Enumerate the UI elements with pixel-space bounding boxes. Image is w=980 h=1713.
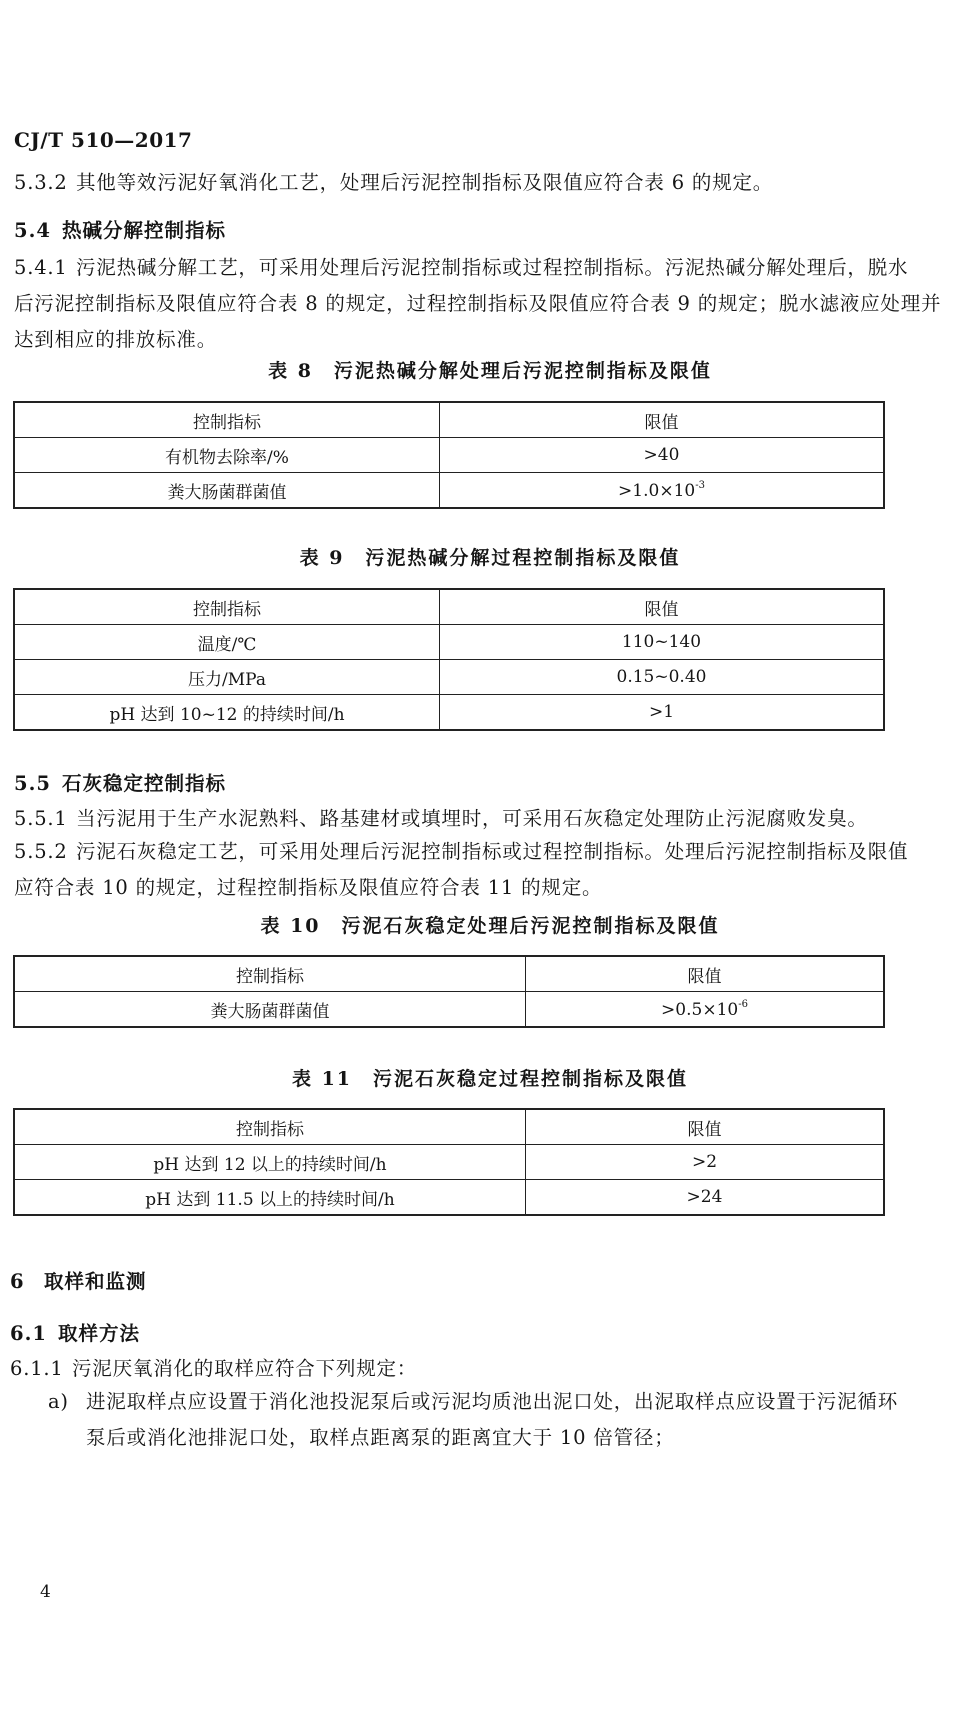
chapter-number: 6: [10, 1270, 25, 1293]
limit-cell: >40: [440, 438, 885, 473]
clause-text-line: 应符合表 10 的规定，过程控制指标及限值应符合表 11 的规定。: [14, 876, 603, 899]
section-number: 5.4: [14, 219, 51, 242]
table-11-caption: 表 11 污泥石灰稳定过程控制指标及限值: [291, 1068, 689, 1090]
limit-base: >0.5×10: [661, 999, 739, 1020]
clause-number: 6.1.1: [10, 1357, 64, 1380]
list-item-text-line: 进泥取样点应设置于消化池投泥泵后或污泥均质池出泥口处，出泥取样点应设置于污泥循环: [86, 1390, 899, 1413]
header-cell: 控制指标: [14, 1109, 526, 1145]
table-row: [14, 660, 884, 695]
section-title: 热碱分解控制指标: [62, 219, 227, 242]
section-number: 5.5: [14, 772, 51, 795]
table-row: [14, 625, 884, 660]
table-row: [14, 438, 884, 473]
list-item-text-line: 泵后或消化池排泥口处，取样点距离泵的距离宜大于 10 倍管径；: [86, 1426, 675, 1449]
table-9: [13, 588, 885, 731]
table-row: [14, 1180, 884, 1216]
clause-text: 其他等效污泥好氧消化工艺，处理后污泥控制指标及限值应符合表 6 的规定。: [76, 171, 774, 194]
clause-text-line: 后污泥控制指标及限值应符合表 8 的规定，过程控制指标及限值应符合表 9 的规定；脱水滤液应处理并: [14, 292, 942, 315]
table-10: [13, 955, 885, 1028]
indicator-cell: pH 达到 11.5 以上的持续时间/h: [14, 1180, 526, 1216]
header-cell: 限值: [526, 956, 885, 992]
header-cell: 控制指标: [14, 956, 526, 992]
chapter-title: 取样和监测: [44, 1270, 147, 1293]
limit-cell: [440, 473, 885, 509]
table-10-caption: 表 10 污泥石灰稳定处理后污泥控制指标及限值: [260, 915, 720, 937]
clause-text-line: 污泥石灰稳定工艺，可采用处理后污泥控制指标或过程控制指标。处理后污泥控制指标及限值: [76, 840, 909, 863]
clause-number: 5.5.2: [14, 840, 68, 863]
table-row: [14, 992, 884, 1028]
indicator-cell: 压力/MPa: [14, 660, 440, 695]
clause-text: 污泥厌氧消化的取样应符合下列规定：: [72, 1357, 418, 1380]
section-5-4-heading: [14, 215, 226, 243]
clause-text: 当污泥用于生产水泥熟料、路基建材或填埋时，可采用石灰稳定处理防止污泥腐败发臭。: [76, 807, 868, 830]
table-row: [14, 473, 884, 509]
limit-cell: >24: [526, 1180, 885, 1216]
table-8-caption: 表 8 污泥热碱分解处理后污泥控制指标及限值: [268, 360, 712, 382]
limit-exponent: -3: [695, 479, 705, 491]
table-9-caption: 表 9 污泥热碱分解过程控制指标及限值: [299, 547, 681, 569]
header-cell: 控制指标: [14, 589, 440, 625]
clause-number: 5.4.1: [14, 256, 68, 279]
table-11: [13, 1108, 885, 1216]
clause-5-4-1: [14, 250, 974, 358]
limit-base: >1.0×10: [618, 480, 696, 501]
clause-text-line: 污泥热碱分解工艺，可采用处理后污泥控制指标或过程控制指标。污泥热碱分解处理后，脱水: [76, 256, 909, 279]
clause-text-line: 达到相应的排放标准。: [14, 328, 218, 351]
clause-number: 5.5.1: [14, 807, 68, 830]
standard-code: CJ/T 510—2017: [14, 128, 193, 152]
header-cell: 限值: [440, 589, 885, 625]
table-8: [13, 401, 885, 509]
page-number: 4: [40, 1582, 51, 1602]
header-cell: 限值: [440, 402, 885, 438]
list-item-label: a): [48, 1390, 69, 1413]
indicator-cell: 粪大肠菌群菌值: [14, 992, 526, 1028]
section-5-5-heading: [14, 768, 226, 796]
clause-number: 5.3.2: [14, 171, 68, 194]
list-item-a: [48, 1384, 978, 1456]
indicator-cell: pH 达到 10~12 的持续时间/h: [14, 695, 440, 731]
chapter-6-heading: [10, 1266, 147, 1294]
table-header-row: [14, 589, 884, 625]
header-cell: 控制指标: [14, 402, 440, 438]
clause-5-3-2: [14, 165, 773, 201]
limit-exponent: -6: [738, 998, 748, 1010]
table-header-row: [14, 956, 884, 992]
table-row: [14, 1145, 884, 1180]
section-title: 取样方法: [58, 1322, 141, 1345]
header-cell: 限值: [526, 1109, 885, 1145]
table-header-row: [14, 402, 884, 438]
indicator-cell: 温度/℃: [14, 625, 440, 660]
clause-6-1-1: [10, 1351, 417, 1387]
limit-cell: 110~140: [440, 625, 885, 660]
clause-5-5-2: [14, 834, 974, 906]
limit-cell: 0.15~0.40: [440, 660, 885, 695]
section-number: 6.1: [10, 1322, 47, 1345]
indicator-cell: 有机物去除率/%: [14, 438, 440, 473]
indicator-cell: pH 达到 12 以上的持续时间/h: [14, 1145, 526, 1180]
table-row: [14, 695, 884, 731]
section-title: 石灰稳定控制指标: [62, 772, 227, 795]
indicator-cell: 粪大肠菌群菌值: [14, 473, 440, 509]
limit-cell: >1: [440, 695, 885, 731]
table-header-row: [14, 1109, 884, 1145]
limit-cell: >2: [526, 1145, 885, 1180]
section-6-1-heading: [10, 1318, 140, 1346]
limit-cell: [526, 992, 885, 1028]
clause-5-5-1: [14, 801, 868, 837]
